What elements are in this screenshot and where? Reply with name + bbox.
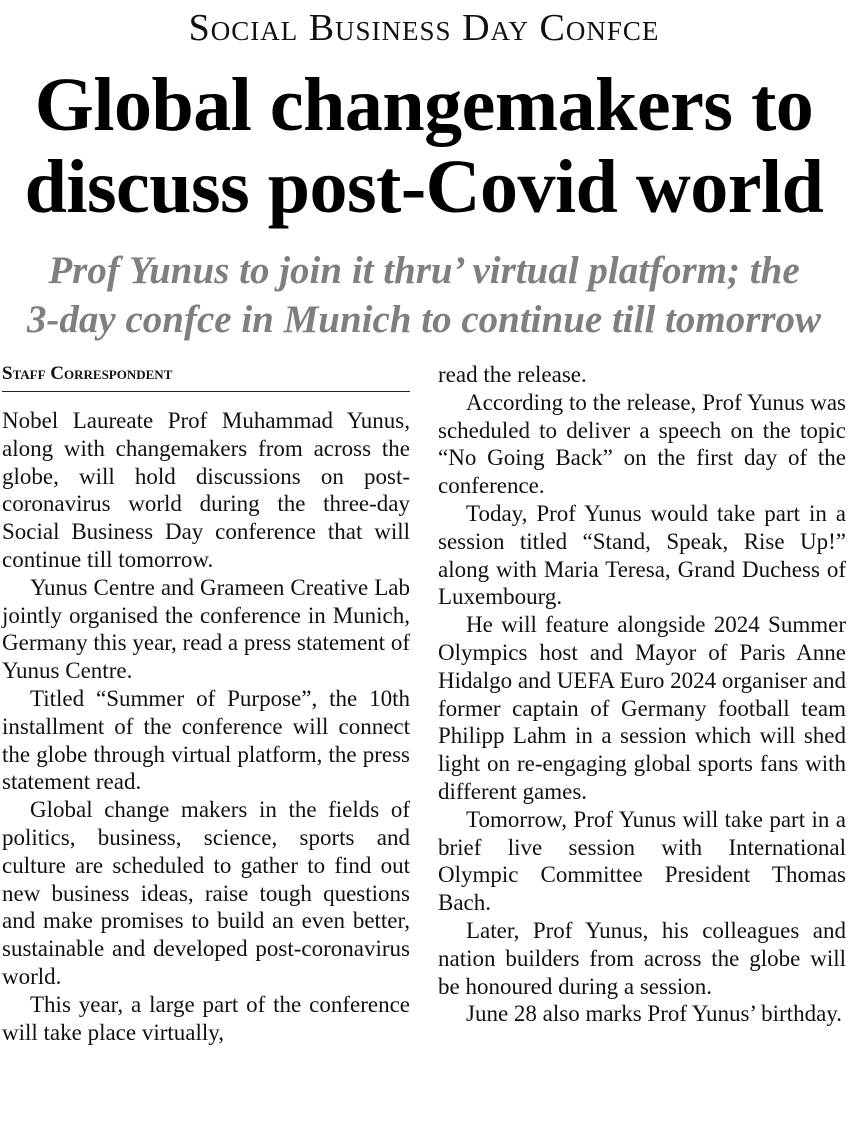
paragraph: Nobel Laureate Prof Muhammad Yunus, along with changemakers from across the globe, will hold discussions on post-coronavirus world during the three-day Social Business Day conference that will continue till tomorrow. — [2, 408, 410, 572]
paragraph: Global change makers in the fields of politics, business, science, sports and culture are scheduled to gather to find out new business ideas, raise tough questions and make promises to build an even better, sustainable and developed post-coronavirus world. — [2, 797, 410, 989]
paragraph: Yunus Centre and Grameen Creative Lab jointly organised the conference in Munich, Germany this year, read a press statement of Yunus Centre. — [2, 574, 410, 684]
paragraph: Tomorrow, Prof Yunus will take part in a brief live session with International Olympic Committee President Thomas Bach. — [438, 806, 846, 916]
kicker: Social Business Day Confce — [188, 7, 660, 49]
article-column-left — [2, 407, 410, 1046]
headline-line-2: discuss post-Covid world — [24, 145, 824, 229]
subheadline — [0, 246, 848, 344]
paragraph-continued: read the release. — [438, 362, 587, 387]
paragraph: This year, a large part of the conference will take place virtually, — [2, 991, 410, 1045]
headline — [0, 64, 848, 228]
subheadline-line-1: Prof Yunus to join it thru’ virtual platform; the — [48, 249, 800, 292]
subheadline-line-2: 3-day confce in Munich to continue till tomorrow — [26, 298, 822, 341]
byline: Staff Correspondent — [2, 363, 410, 392]
paragraph: June 28 also marks Prof Yunus’ birthday. — [466, 1001, 843, 1027]
article-column-right — [438, 361, 846, 1028]
paragraph: He will feature alongside 2024 Summer Olympics host and Mayor of Paris Anne Hidalgo and UEFA Euro 2024 organiser and former captain of Germany football team Philipp Lahm in a session which will shed light on re-engaging global sports fans with different games. — [438, 612, 846, 804]
paragraph: According to the release, Prof Yunus was scheduled to deliver a speech on the topic “No Going Back” on the first day of the conference. — [438, 389, 846, 499]
headline-line-1: Global changemakers to — [34, 63, 814, 147]
paragraph: Titled “Summer of Purpose”, the 10th installment of the conference will connect the globe through virtual platform, the press statement read. — [2, 685, 410, 795]
paragraph: Later, Prof Yunus, his colleagues and nation builders from across the globe will be honoured during a session. — [438, 917, 846, 999]
paragraph: Today, Prof Yunus would take part in a session titled “Stand, Speak, Rise Up!” along with Maria Teresa, Grand Duchess of Luxembourg. — [438, 500, 846, 610]
